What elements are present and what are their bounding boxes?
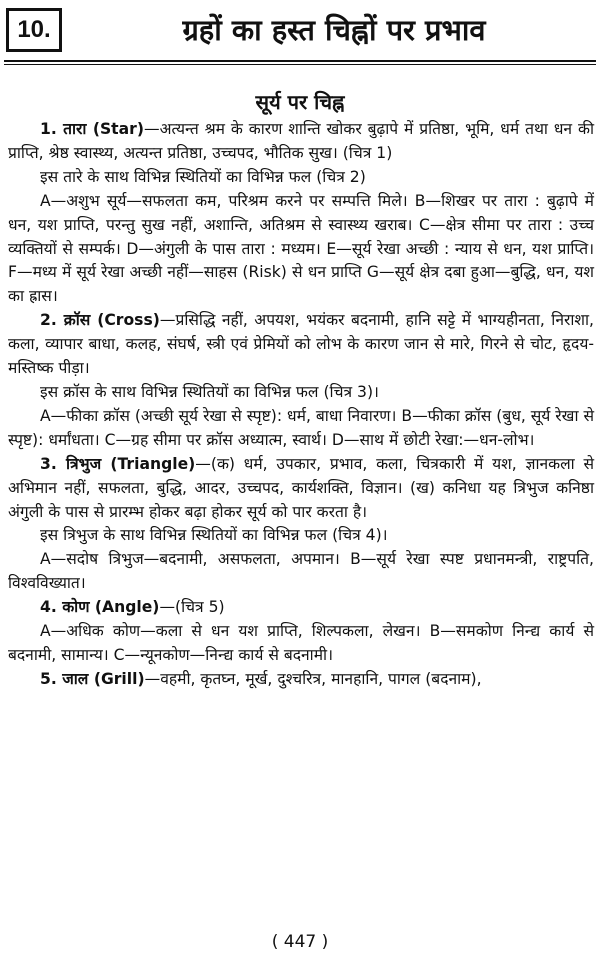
paragraph: [8, 620, 594, 668]
chapter-number: 10.: [17, 16, 51, 43]
paragraph-text: A—फीका क्रॉस (अच्छी सूर्य रेखा से स्पृष्ट): धर्म, बाधा निवारण। B—फीका क्रॉस (बुध, सूर्य रेखा से स्पृष्ट): धर्मांधता। C—ग्रह सीमा पर क्रॉस अध्यात्म, स्वार्थ। D—साथ में छोटी रेखा:—धन-लोभ।: [8, 406, 594, 449]
paragraph-lead: 5. जाल (Grill): [40, 669, 145, 688]
paragraph: [8, 381, 594, 405]
paragraph-text: —प्रसिद्धि नहीं, अपयश, भयंकर बदनामी, हानि सट्टे में भाग्यहीनता, निराशा, कला, व्यापार बाधा, कलह, संघर्ष, स्त्री एवं प्रेमियों को लोभ के कारण जान से मारे, गिरने से चोट, हृदय-मस्तिष्क पीड़ा।: [8, 311, 594, 378]
chapter-number-box: [6, 8, 62, 52]
paragraph: [8, 190, 594, 310]
section-heading: सूर्य पर चिह्न: [255, 90, 345, 114]
paragraph-text: —वहमी, कृतघ्न, मूर्ख, दुश्चरित्र, मानहानि, पागल (बदनाम),: [144, 669, 482, 688]
paragraph-text: —(क) धर्म, उपकार, प्रभाव, कला, चित्रकारी में यश, ज्ञानकला से अभिमान नहीं, सफलता, बुद्धि, आदर, उच्चपद, कार्यशक्ति, विज्ञान। (ख) कनिधा यह त्रिभुज कनिष्ठा अंगुली के पास से प्रारम्भ होकर बढ़ा होकर सूर्य को पार करता है।: [8, 454, 594, 521]
page-number: ( 447 ): [271, 932, 329, 952]
paragraph: [8, 405, 594, 453]
paragraph-lead: 1. तारा (Star): [40, 120, 144, 138]
paragraph: [8, 118, 594, 166]
header-divider: [4, 60, 596, 65]
paragraph: [8, 548, 594, 596]
paragraph: [8, 668, 594, 692]
paragraph-lead: 4. कोण (Angle): [40, 598, 160, 617]
paragraph-text: इस त्रिभुज के साथ विभिन्न स्थितियों का विभिन्न फल (चित्र 4)।: [40, 526, 388, 545]
paragraph: [8, 524, 594, 548]
chapter-title: ग्रहों का हस्त चिह्नों पर प्रभाव: [182, 12, 486, 47]
paragraph-lead: 2. क्रॉस (Cross): [40, 311, 160, 330]
paragraph-text: इस क्रॉस के साथ विभिन्न स्थितियों का विभिन्न फल (चित्र 3)।: [40, 382, 379, 401]
paragraph-text: A—अशुभ सूर्य—सफलता कम, परिश्रम करने पर सम्पत्ति मिले। B—शिखर पर तारा : बुढ़ापे में धन, यश प्राप्ति, परन्तु सुख नहीं, अशान्ति, अतिश्रम से स्वास्थ्य खराब। C—क्षेत्र सीमा पर तारा : उच्च व्यक्तियों से सम्पर्क। D—अंगुली के पास तारा : मध्यम। E—सूर्य रेखा अच्छी : न्याय से धन, यश प्राप्ति। F—मध्य में सूर्य रेखा अच्छी नहीं—साहस (Risk) से धन प्राप्ति G—सूर्य क्षेत्र दबा हुआ—बुद्धि, धन, यश का ह्रास।: [8, 191, 594, 306]
paragraph: [8, 166, 594, 190]
page-body: [8, 118, 594, 692]
paragraph: [8, 596, 594, 620]
paragraph-text: A—सदोष त्रिभुज—बदनामी, असफलता, अपमान। B—सूर्य रेखा स्पष्ट प्रधानमन्त्री, राष्ट्रपति, विश्वविख्यात।: [8, 550, 594, 593]
paragraph-text: इस तारे के साथ विभिन्न स्थितियों का विभिन्न फल (चित्र 2): [40, 167, 366, 186]
paragraph-text: —अत्यन्त श्रम के कारण शान्ति खोकर बुढ़ापे में प्रतिष्ठा, भूमि, धर्म तथा धन की प्राप्ति, श्रेष्ठ स्वास्थ्य, अत्यन्त प्रतिष्ठा, उच्चपद, भौतिक सुख। (चित्र 1): [8, 120, 594, 162]
paragraph: [8, 309, 594, 381]
paragraph-text: —(चित्र 5): [159, 598, 225, 617]
paragraph: [8, 453, 594, 525]
paragraph-text: A—अधिक कोण—कला से धन यश प्राप्ति, शिल्पकला, लेखन। B—समकोण निन्द्य कार्य से बदनामी, सामान्य। C—न्यूनकोण—निन्द्य कार्य से बदनामी।: [8, 622, 594, 664]
paragraph-lead: 3. त्रिभुज (Triangle): [40, 454, 196, 473]
